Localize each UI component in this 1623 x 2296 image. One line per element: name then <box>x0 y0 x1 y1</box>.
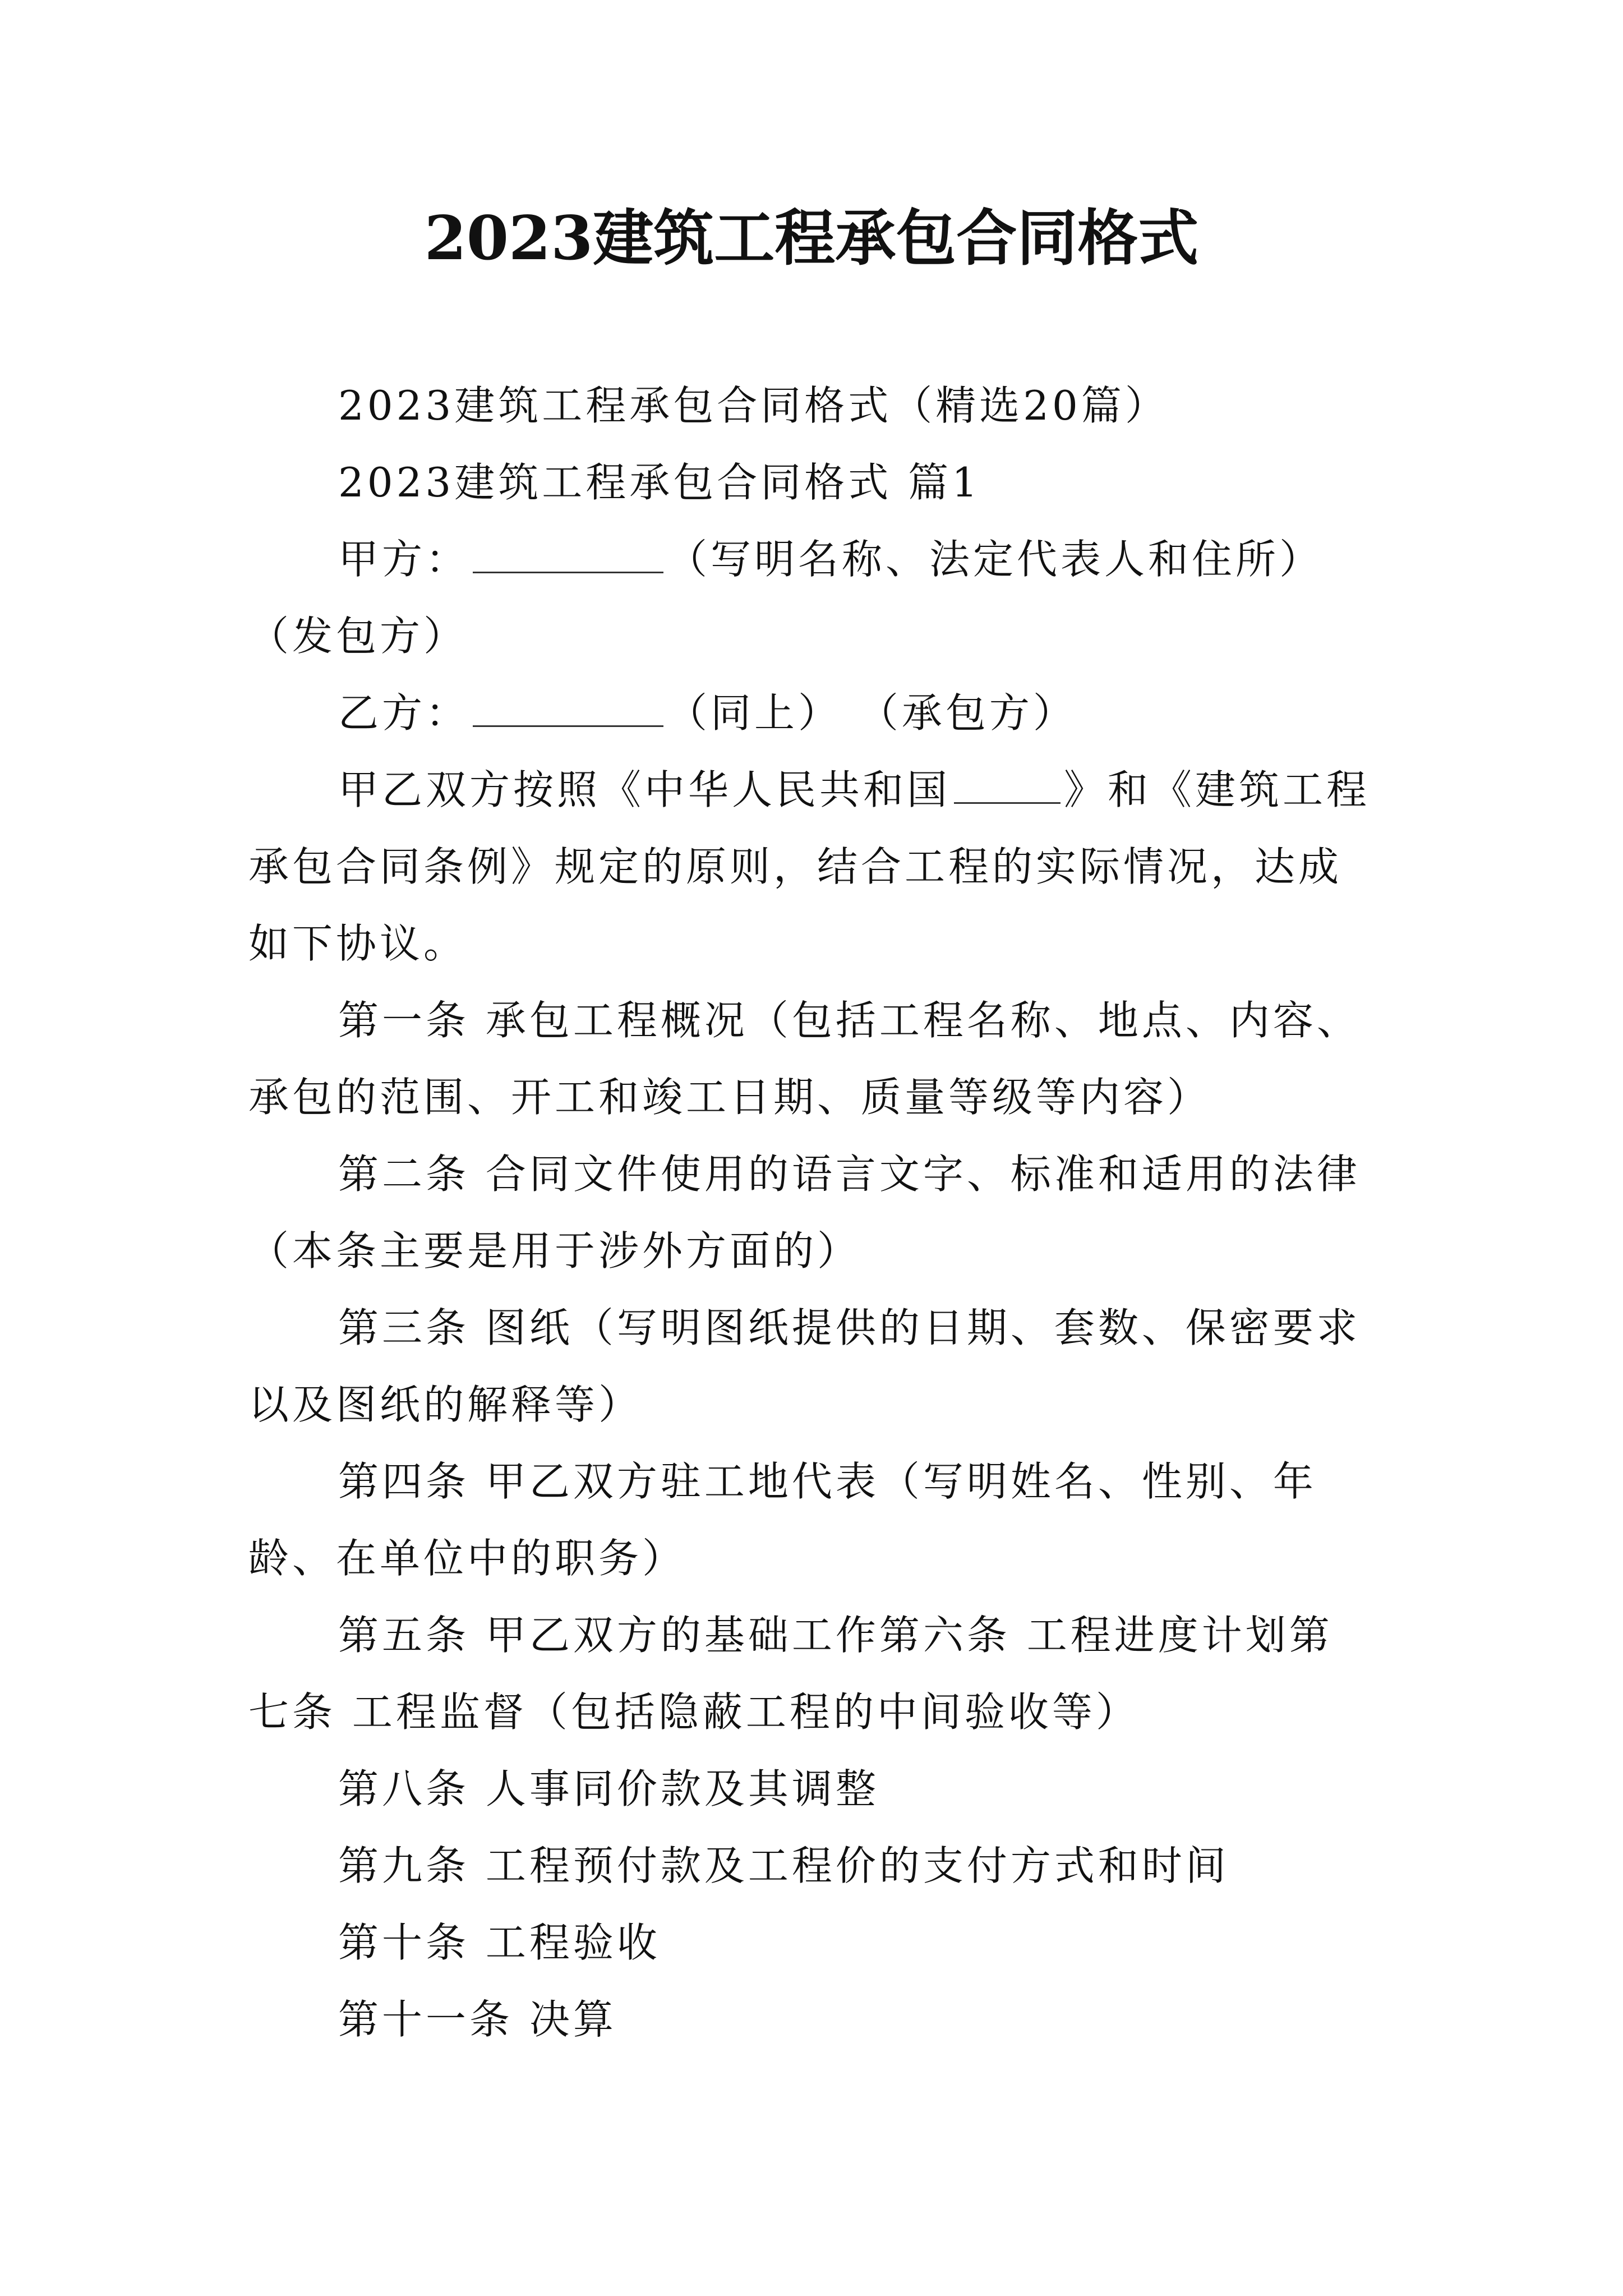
paragraph-party-a <box>248 521 1376 675</box>
paragraph-agreement-basis <box>248 752 1376 982</box>
paragraph-article-8: 第八条 人事同价款及其调整 <box>338 1765 879 1812</box>
agreement-basis-start: 甲乙双方按照《中华人民共和国 <box>338 766 951 813</box>
party-b-note: （同上） （承包方） <box>667 689 1077 737</box>
document-title: 2023建筑工程承包合同格式 <box>424 203 1199 274</box>
paragraph-article-11: 第十一条 决算 <box>338 1996 617 2043</box>
paragraph-article-9: 第九条 工程预付款及工程价的支付方式和时间 <box>338 1842 1229 1889</box>
paragraph-article-3: 第三条 图纸（写明图纸提供的日期、套数、保密要求以及图纸的解释等） <box>248 1304 1361 1428</box>
paragraph-party-b <box>248 675 1376 752</box>
paragraph-article-4: 第四条 甲乙双方驻工地代表（写明姓名、性别、年龄、在单位中的职务） <box>248 1458 1317 1582</box>
party-b-blank <box>473 691 663 727</box>
party-b-label: 乙方： <box>338 689 470 737</box>
law-name-blank <box>954 767 1061 804</box>
paragraph-article-2: 第二条 合同文件使用的语言文字、标准和适用的法律（本条主要是用于涉外方面的） <box>248 1151 1361 1274</box>
paragraph-articles-5-7: 第五条 甲乙双方的基础工作第六条 工程进度计划第七条 工程监督（包括隐蔽工程的中间验收等） <box>248 1612 1333 1736</box>
paragraph-article-1: 第一条 承包工程概况（包括工程名称、地点、内容、承包的范围、开工和竣工日期、质量等级等内容） <box>248 997 1361 1121</box>
party-a-note: （写明名称、法定代表人和住所）（发包方） <box>248 536 1324 660</box>
party-a-label: 甲方： <box>338 536 470 583</box>
agreement-basis-end: 》和《建筑工程承包合同条例》规定的原则，结合工程的实际情况，达成如下协议。 <box>248 766 1371 967</box>
party-a-blank <box>473 537 663 573</box>
document-body <box>248 367 1376 2058</box>
paragraph-article-10: 第十条 工程验收 <box>338 1919 661 1966</box>
paragraph-subtitle: 2023建筑工程承包合同格式（精选20篇） <box>338 382 1169 429</box>
paragraph-section-heading: 2023建筑工程承包合同格式 篇1 <box>338 459 981 506</box>
